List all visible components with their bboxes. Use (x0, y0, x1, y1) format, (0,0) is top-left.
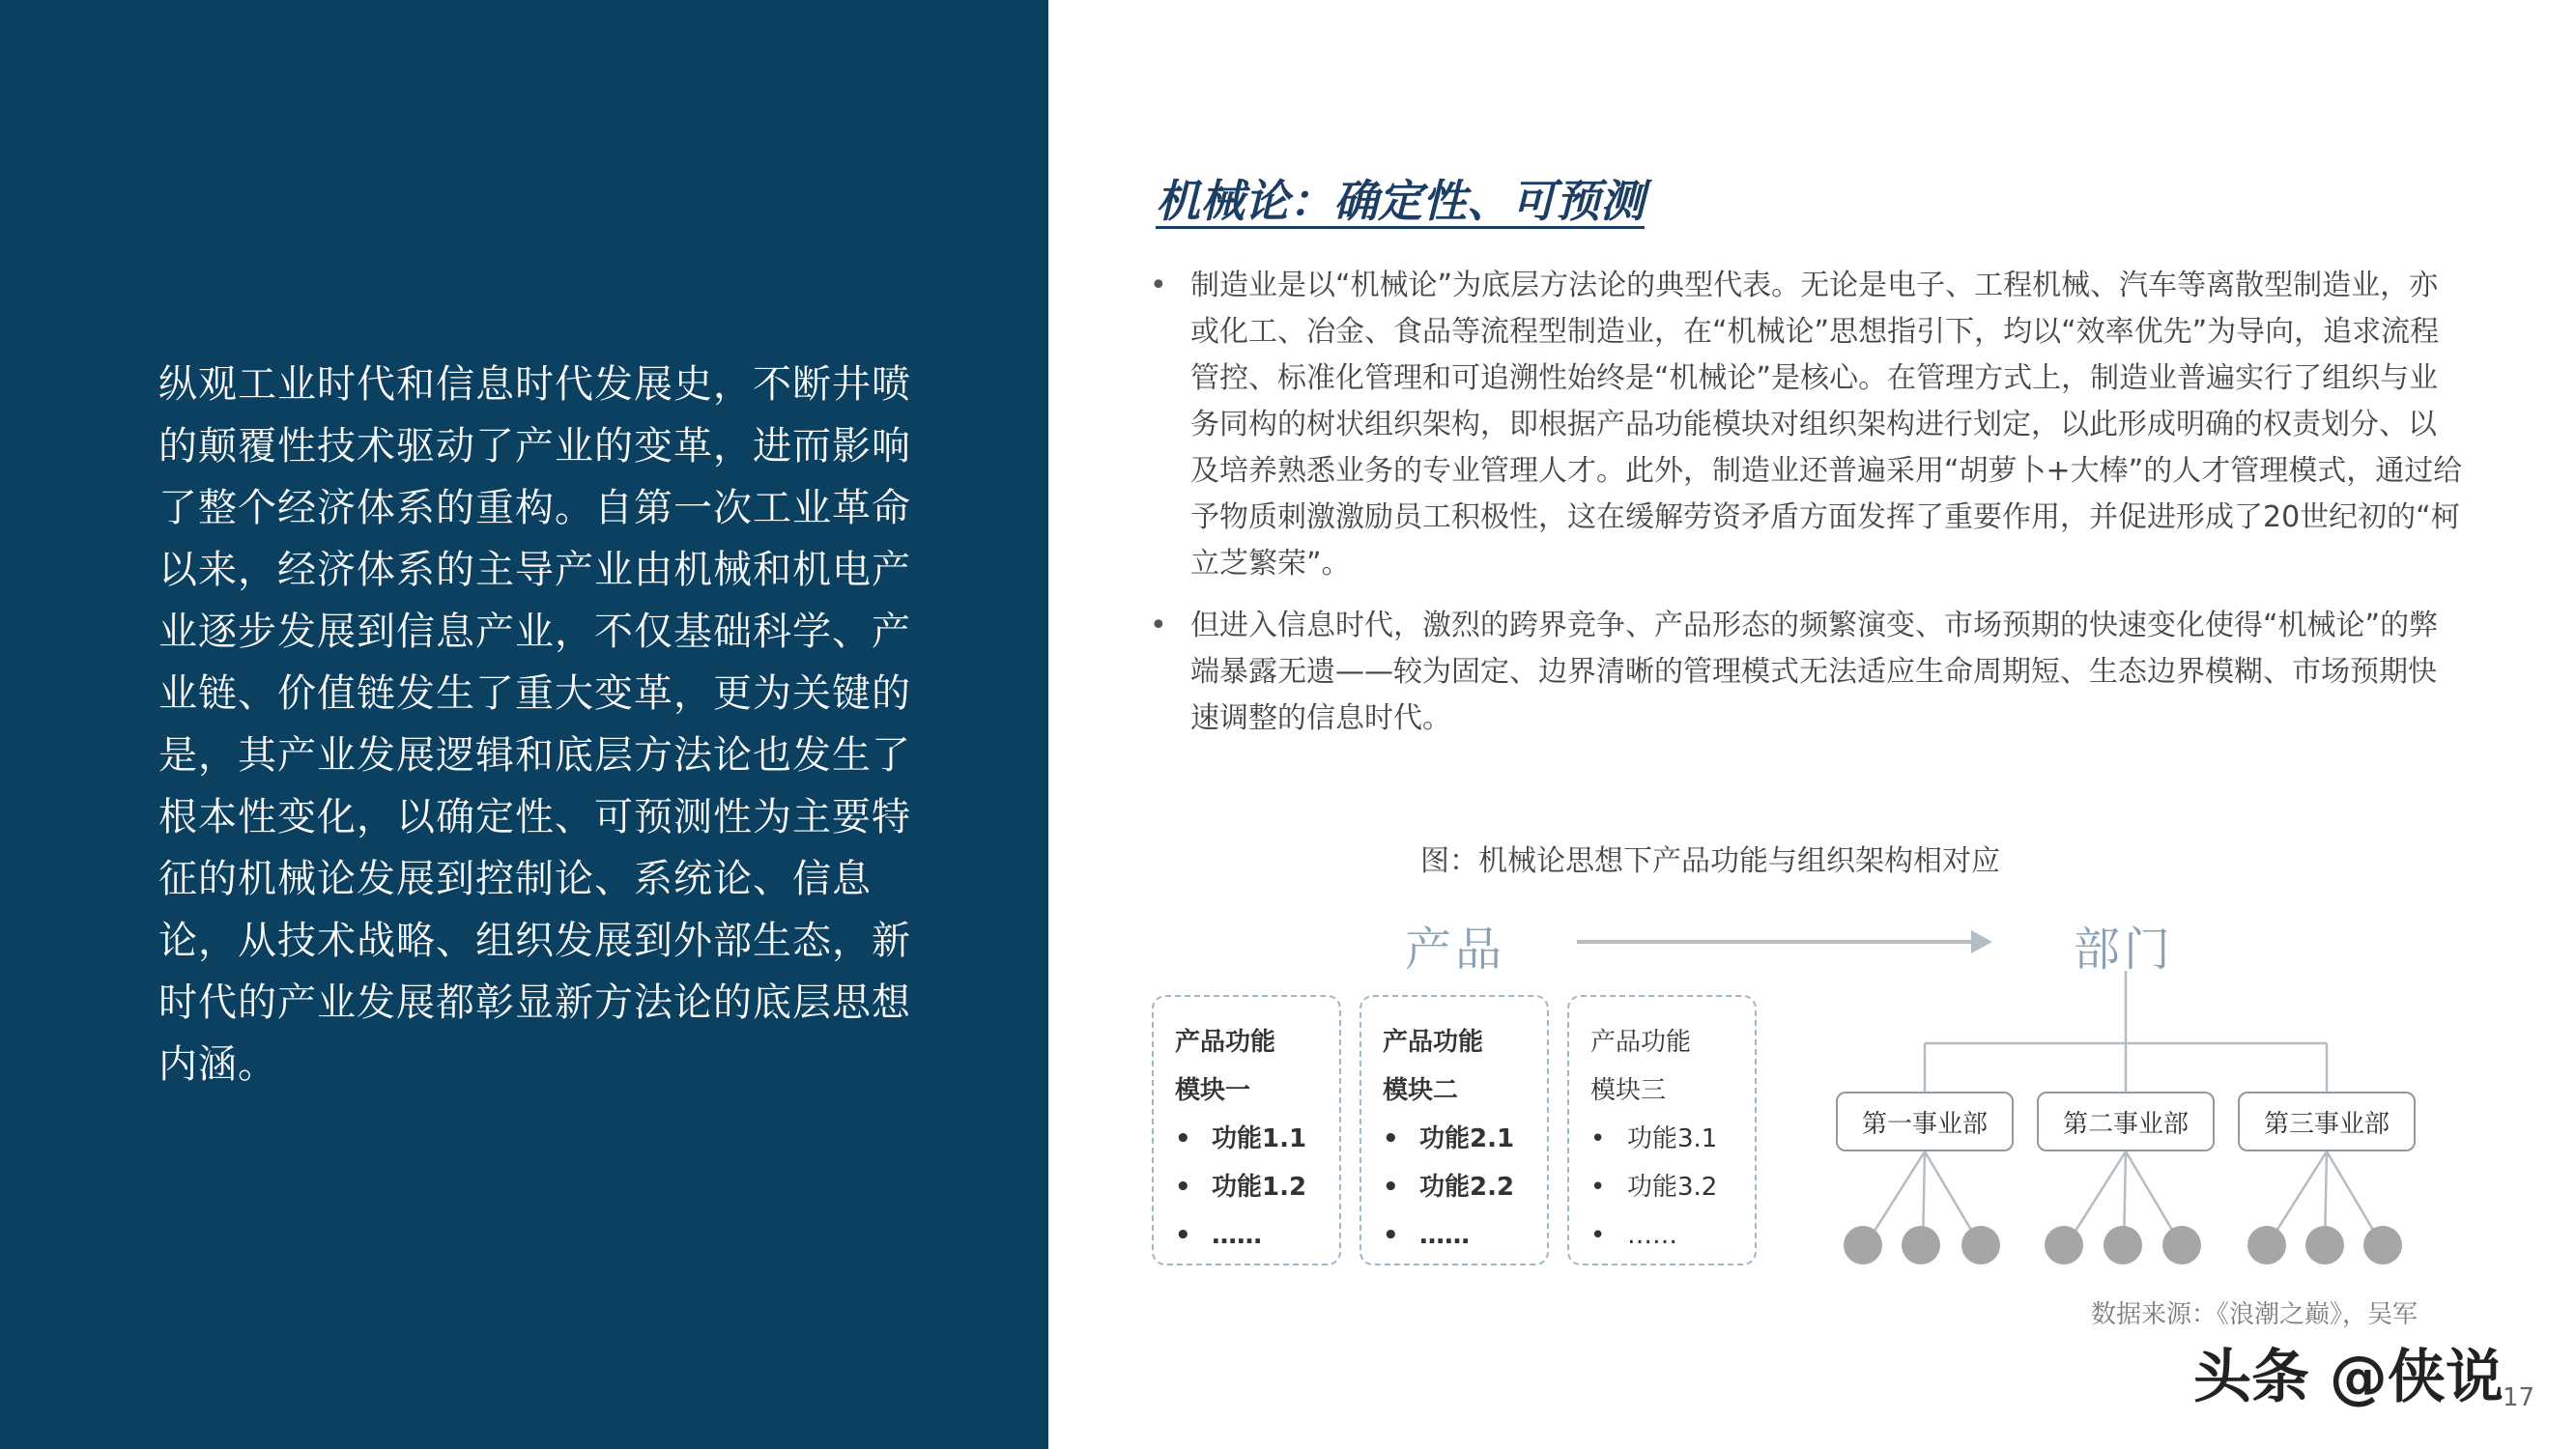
bullet-icon: • (1590, 1173, 1606, 1202)
bullet-item (1150, 603, 2464, 742)
department-label: 部门 (2074, 923, 2175, 977)
bullet-text: 但进入信息时代，激烈的跨界竞争、产品形态的频繁演变、市场预期的快速变化使得“机械论”的弊端暴露无遗——较为固定、边界清晰的管理模式无法适应生命周期短、生态边界模糊、市场预期快速调整的信息时代。 (1190, 609, 2439, 735)
tree-line (2327, 1151, 2383, 1246)
module-feature-list (1590, 1115, 1755, 1260)
left-panel (0, 0, 1048, 1449)
intro-paragraph: 纵观工业时代和信息时代发展史，不断井喷的颠覆性技术驱动了产业的变革，进而影响了整个经济体系的重构。自第一次工业革命以来，经济体系的主导产业由机械和机电产业逐步发展到信息产业，不仅基础科学、产业链、价值链发生了重大变革，更为关键的是，其产业发展逻辑和底层方法论也发生了根本性变化，以确定性、可预测性为主要特征的机械论发展到控制论、系统论、信息论，从技术战略、组织发展到外部生态，新时代的产业发展都彰显新方法论的底层思想内涵。 (158, 362, 911, 1087)
bullet-text: 制造业是以“机械论”为底层方法论的典型代表。无论是电子、工程机械、汽车等离散型制造业，亦或化工、冶金、食品等流程型制造业，在“机械论”思想指引下，均以“效率优先”为导向，追求流程管控、标准化管理和可追溯性始终是“机械论”是核心。在管理方式上，制造业普遍实行了组织与业务同构的树状组织架构，即根据产品功能模块对组织架构进行划定，以此形成明确的权责划分、以及培养熟悉业务的专业管理人才。此外，制造业还普遍采用“胡萝卜+大棒”的人才管理模式，通过给予物质刺激激励员工积极性，这在缓解劳资矛盾方面发挥了重要作用，并促进形成了20世纪初的“柯立芝繁荣”。 (1190, 269, 2463, 581)
section-title: 机械论：确定性、可预测 (1156, 175, 1645, 227)
tree-line (1865, 1151, 1925, 1246)
module-subtitle: 模块一 (1175, 1076, 1251, 1105)
bullet-icon: • (1175, 1124, 1191, 1153)
feature-item: • 功能2.1 (1383, 1115, 1547, 1163)
bullet-icon: • (1175, 1221, 1191, 1250)
bullet-icon: • (1175, 1173, 1191, 1202)
feature-item: • 功能1.2 (1175, 1163, 1339, 1211)
module-title: 产品功能 (1383, 1028, 1484, 1057)
employee-node (1902, 1226, 1940, 1264)
bullet-list (1150, 263, 2464, 757)
tree-line (1925, 1151, 1981, 1246)
tree-line (2126, 1151, 2182, 1246)
employee-node (2162, 1226, 2201, 1264)
feature-item: • 功能1.1 (1175, 1115, 1339, 1163)
bullet-icon: • (1150, 609, 1167, 642)
module-feature-list (1175, 1115, 1339, 1260)
bullet-icon: • (1590, 1221, 1606, 1250)
feature-item: • 功能2.2 (1383, 1163, 1547, 1211)
module-title: 产品功能 (1590, 1028, 1692, 1057)
employee-node (1844, 1226, 1882, 1264)
feature-item: • …… (1590, 1211, 1755, 1260)
tree-line (2124, 1151, 2126, 1246)
bullet-icon: • (1590, 1124, 1606, 1153)
tree-line (1923, 1151, 1925, 1246)
bullet-icon: • (1150, 269, 1167, 302)
employee-node (2363, 1226, 2402, 1264)
product-module-2 (1360, 995, 1549, 1265)
employee-node (2104, 1226, 2142, 1264)
tree-line (2325, 1151, 2327, 1246)
tree-line (2267, 1151, 2327, 1246)
department-box-1: 第一事业部 (1836, 1092, 2014, 1151)
bullet-icon: • (1383, 1124, 1399, 1153)
feature-item: • 功能3.1 (1590, 1115, 1755, 1163)
feature-item: • …… (1175, 1211, 1339, 1260)
page-number: 17 (2503, 1383, 2535, 1412)
feature-item: • …… (1383, 1211, 1547, 1260)
department-box-3: 第三事业部 (2238, 1092, 2416, 1151)
employee-node (1961, 1226, 2000, 1264)
data-source: 数据来源：《浪潮之巅》，吴军 (2091, 1300, 2419, 1329)
module-subtitle: 模块三 (1590, 1076, 1667, 1105)
arrow-head-icon (1971, 930, 1992, 953)
module-feature-list (1383, 1115, 1547, 1260)
feature-item: • 功能3.2 (1590, 1163, 1755, 1211)
product-module-3 (1567, 995, 1757, 1265)
tree-line (2066, 1151, 2126, 1246)
watermark: 头条 @侠说 (2193, 1344, 2504, 1411)
product-module-1 (1152, 995, 1341, 1265)
figure-caption: 图：机械论思想下产品功能与组织架构相对应 (1420, 844, 2000, 878)
bullet-item (1150, 263, 2464, 587)
module-subtitle: 模块二 (1383, 1076, 1459, 1105)
employee-node (2247, 1226, 2286, 1264)
bullet-icon: • (1383, 1173, 1399, 1202)
module-title: 产品功能 (1175, 1028, 1276, 1057)
employee-node (2305, 1226, 2344, 1264)
employee-node (2045, 1226, 2083, 1264)
department-box-2: 第二事业部 (2037, 1092, 2215, 1151)
product-label: 产品 (1405, 923, 1506, 977)
bullet-icon: • (1383, 1221, 1399, 1250)
